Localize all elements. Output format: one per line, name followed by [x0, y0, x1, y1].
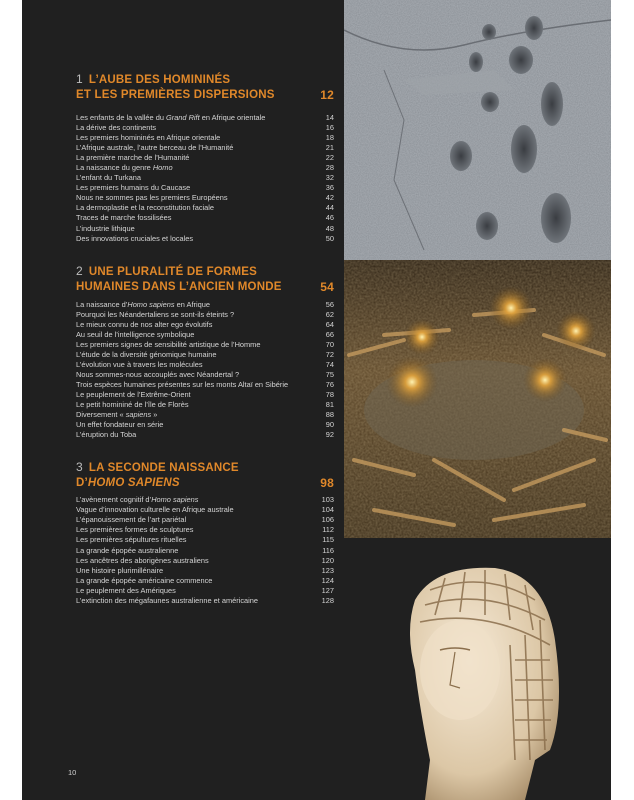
toc-entry-title	[76, 515, 186, 525]
section-title-line1: UNE PLURALITÉ DE FORMES	[88, 265, 258, 278]
toc-entry-page: 78	[325, 390, 334, 400]
toc-entry-title	[76, 203, 214, 213]
page-folio: 10	[68, 768, 77, 777]
toc-entry[interactable]	[76, 234, 334, 244]
toc-section-3	[76, 460, 334, 606]
section-heading[interactable]	[76, 264, 334, 295]
toc-entry-title-part: Le petit homininé de l’île de Florès	[76, 400, 189, 410]
toc-entry-page: 28	[325, 163, 334, 173]
toc-entry-title-part: en Afrique	[174, 299, 210, 309]
section-title-prefix: D’	[76, 477, 88, 490]
toc-entry-page: 66	[325, 329, 334, 339]
toc-entry-title	[76, 340, 260, 350]
toc-entry-page: 103	[321, 495, 334, 505]
toc-entry-title	[76, 300, 210, 310]
toc-entry-title	[76, 234, 193, 244]
toc-entry[interactable]	[76, 350, 334, 360]
toc-entry[interactable]	[76, 193, 334, 203]
toc-entry-title-part: Le mieux connu de nos alter ego évolutifs	[76, 319, 213, 329]
toc-entry-title-part: L’évolution vue à travers les molécules	[76, 359, 203, 369]
section-heading[interactable]	[76, 72, 334, 103]
toc-entry-page: 128	[321, 595, 334, 605]
toc-entry-title	[76, 556, 209, 566]
toc-entry[interactable]	[76, 370, 334, 380]
toc-entry[interactable]	[76, 400, 334, 410]
toc-entry[interactable]	[76, 586, 334, 596]
toc-entry-page: 104	[321, 505, 334, 515]
toc-entry-title-part: »	[151, 410, 158, 420]
toc-entry-page: 44	[325, 203, 334, 213]
toc-entry-title-part: Une histoire plurimillénaire	[76, 565, 164, 575]
toc-entry-title	[76, 193, 228, 203]
toc-entry[interactable]	[76, 390, 334, 400]
toc-entry-title-part: L’étude de la diversité génomique humaine	[76, 349, 217, 359]
toc-items	[76, 113, 334, 244]
toc-entry-title	[76, 596, 258, 606]
cave-photo	[344, 260, 611, 538]
toc-entry-title-part: L’extinction des mégafaunes australienne et américaine	[76, 595, 259, 605]
toc-entry-page: 64	[325, 319, 334, 329]
section-number: 3	[76, 460, 83, 475]
toc-entry-title	[76, 213, 171, 223]
toc-entry-title	[76, 360, 203, 370]
toc-entry[interactable]	[76, 535, 334, 545]
section-number: 1	[76, 72, 83, 86]
toc-entry-page: 123	[321, 565, 334, 575]
toc-entry-page: 81	[325, 400, 334, 410]
section-title-italic: HOMO SAPIENS	[87, 477, 180, 490]
toc-entry[interactable]	[76, 505, 334, 515]
toc-entry-title-part: Diversement «	[76, 410, 126, 420]
section-title-line2: ET LES PREMIÈRES DISPERSIONS	[76, 89, 275, 101]
toc-entry-title	[76, 123, 156, 133]
toc-entry-title	[76, 546, 178, 556]
toc-items	[76, 300, 334, 441]
toc-entry-title-part: sapiens	[125, 410, 152, 420]
toc-entry-page: 116	[322, 545, 334, 555]
toc-entry-page: 75	[325, 369, 334, 379]
toc-entry[interactable]	[76, 123, 334, 133]
toc-entry-title-part: Les premières formes de sculptures	[76, 525, 194, 535]
toc-entry-title-part: Le peuplement de l’Extrême-Orient	[76, 390, 191, 400]
toc-entry-page: 120	[321, 555, 334, 565]
toc-entry-page: 112	[322, 525, 334, 535]
toc-entry-title	[76, 586, 176, 596]
toc-entry-page: 46	[325, 213, 334, 223]
toc-entry-title-part: L’industrie lithique	[76, 223, 135, 233]
toc-entry-title-part: La grande épopée australienne	[76, 545, 179, 555]
toc-entry-title	[76, 410, 157, 420]
toc-entry-title-part: La naissance d’	[76, 299, 128, 309]
toc-entry-title-part: Au seuil de l’intelligence symbolique	[76, 329, 195, 339]
toc-entry[interactable]	[76, 556, 334, 566]
toc-entry-title-part: Les enfants de la vallée du	[76, 113, 166, 122]
section-title-line1: L’AUBE DES HOMININÉS	[88, 74, 231, 86]
toc-entry[interactable]	[76, 213, 334, 223]
section-page-number: 12	[320, 88, 334, 102]
toc-entry-title-part: L’enfant du Turkana	[76, 173, 141, 183]
toc-entry-title	[76, 576, 212, 586]
toc-entry-page: 90	[325, 420, 334, 430]
toc-entry-page: 124	[321, 575, 334, 585]
toc-entry-title-part: Homo sapiens	[127, 299, 175, 309]
toc-entry-title-part: Les premiers humains du Caucase	[76, 183, 191, 193]
toc-entry[interactable]	[76, 340, 334, 350]
toc-entry-title	[76, 310, 234, 320]
toc-entry[interactable]	[76, 183, 334, 193]
toc-entry[interactable]	[76, 566, 334, 576]
toc-entry-title-part: L’Afrique australe, l’autre berceau de l’Humanité	[76, 143, 234, 153]
toc-entry[interactable]	[76, 596, 334, 606]
toc-entry[interactable]	[76, 420, 334, 430]
toc-entry-title	[76, 535, 187, 545]
toc-entry-title-part: L’épanouissement de l’art pariétal	[76, 515, 187, 525]
toc-entry-page: 18	[325, 133, 334, 143]
table-of-contents	[76, 72, 334, 606]
toc-items	[76, 495, 334, 606]
section-page-number: 54	[320, 279, 334, 294]
toc-entry-page: 92	[325, 430, 334, 440]
toc-entry-title-part: La première marche de l’Humanité	[76, 153, 190, 163]
toc-entry-page: 72	[325, 349, 334, 359]
toc-entry-page: 56	[325, 299, 334, 309]
toc-entry-title	[76, 400, 189, 410]
toc-entry-page: 115	[322, 535, 334, 545]
toc-entry[interactable]	[76, 143, 334, 153]
toc-entry[interactable]	[76, 173, 334, 183]
toc-entry[interactable]	[76, 300, 334, 310]
toc-entry-title-part: Pourquoi les Néandertaliens se sont-ils éteints ?	[76, 309, 235, 319]
toc-entry[interactable]	[76, 113, 334, 123]
toc-entry-page: 42	[325, 193, 334, 203]
toc-entry-title	[76, 153, 189, 163]
toc-entry-page: 106	[321, 515, 334, 525]
toc-entry[interactable]	[76, 153, 334, 163]
toc-entry-title	[76, 380, 301, 390]
toc-entry-title	[76, 566, 163, 576]
toc-entry-page: 76	[325, 379, 334, 389]
toc-entry-page: 48	[325, 223, 334, 233]
toc-entry-title	[76, 505, 234, 515]
toc-entry[interactable]	[76, 576, 334, 586]
toc-entry-title-part: L’éruption du Toba	[76, 430, 137, 440]
toc-entry-title	[76, 420, 163, 430]
toc-entry-page: 32	[325, 173, 334, 183]
toc-entry-title-part: La naissance du genre	[76, 163, 153, 173]
toc-entry[interactable]	[76, 163, 334, 173]
toc-entry-title-part: La dérive des continents	[76, 123, 157, 133]
section-title-line1: LA SECONDE NAISSANCE	[88, 462, 239, 475]
toc-entry-page: 74	[325, 359, 334, 369]
toc-entry-page: 50	[325, 233, 334, 243]
toc-entry-page: 21	[325, 143, 334, 153]
toc-section-2	[76, 264, 334, 441]
toc-entry-title-part: Trois espèces humaines présentes sur les monts Altaï en Sibérie	[76, 379, 289, 389]
toc-entry-title	[76, 133, 220, 143]
toc-entry-title-part: La dermoplastie et la reconstitution faciale	[76, 203, 215, 213]
toc-entry-title	[76, 525, 193, 535]
toc-entry[interactable]	[76, 310, 334, 320]
toc-entry[interactable]	[76, 203, 334, 213]
toc-entry-page: 16	[325, 123, 334, 133]
toc-entry[interactable]	[76, 360, 334, 370]
toc-entry-page: 22	[325, 153, 334, 163]
toc-entry-title	[76, 113, 265, 123]
toc-entry-title-part: La grande épopée américaine commence	[76, 575, 213, 585]
toc-entry-title-part: Le peuplement des Amériques	[76, 585, 176, 595]
toc-entry-title-part: Un effet fondateur en série	[76, 420, 164, 430]
toc-entry-title-part: Homo sapiens	[151, 495, 199, 505]
footprints-photo	[344, 0, 611, 260]
toc-entry[interactable]	[76, 410, 334, 420]
section-page-number: 98	[320, 476, 334, 491]
section-heading[interactable]	[76, 460, 334, 491]
toc-section-1	[76, 72, 334, 244]
section-title-line2	[76, 476, 180, 491]
section-title-line2: HUMAINES DANS L’ANCIEN MONDE	[76, 280, 282, 293]
toc-entry-page: 88	[325, 410, 334, 420]
toc-entry[interactable]	[76, 430, 334, 440]
toc-entry[interactable]	[76, 525, 334, 535]
toc-entry-title-part: Les premiers signes de sensibilité artistique de l’Homme	[76, 339, 261, 349]
toc-entry[interactable]	[76, 546, 334, 556]
toc-entry-page: 70	[325, 339, 334, 349]
toc-entry-title-part: Des innovations cruciales et locales	[76, 233, 194, 243]
toc-entry[interactable]	[76, 224, 334, 234]
toc-entry-page: 127	[321, 585, 334, 595]
toc-entry-title-part: Les premières sépultures rituelles	[76, 535, 187, 545]
toc-entry-page: 62	[325, 309, 334, 319]
toc-entry-title	[76, 163, 173, 173]
toc-entry-title-part: Vague d’innovation culturelle en Afrique australe	[76, 505, 234, 515]
toc-entry-title-part: Nous ne sommes pas les premiers Européens	[76, 193, 228, 203]
toc-entry-title	[76, 390, 191, 400]
toc-entry-title	[76, 330, 194, 340]
toc-entry-title	[76, 224, 135, 234]
section-number: 2	[76, 263, 83, 278]
toc-entry-title	[76, 495, 198, 505]
toc-entry-title-part: Nous sommes-nous accouplés avec Néandertal ?	[76, 369, 240, 379]
toc-entry[interactable]	[76, 515, 334, 525]
toc-entry-title-part: Traces de marche fossilisées	[76, 213, 172, 223]
toc-entry-title	[76, 143, 233, 153]
toc-entry[interactable]	[76, 380, 334, 390]
toc-entry-title	[76, 430, 136, 440]
toc-entry-title-part: Grand Rift	[165, 113, 200, 122]
toc-entry-title-part: L’avènement cognitif d’	[76, 495, 152, 505]
toc-entry-title	[76, 320, 212, 330]
toc-entry-page: 14	[325, 113, 334, 122]
toc-entry-title	[76, 173, 141, 183]
toc-entry-title	[76, 350, 217, 360]
toc-entry[interactable]	[76, 495, 334, 505]
toc-entry[interactable]	[76, 133, 334, 143]
toc-entry-page: 36	[325, 183, 334, 193]
toc-entry-title-part: Homo	[152, 163, 173, 173]
toc-entry-title-part: Les premiers homininés en Afrique orientale	[76, 133, 221, 143]
toc-entry-title-part: en Afrique orientale	[199, 113, 266, 122]
ivory-figurine-photo	[375, 560, 580, 800]
toc-entry[interactable]	[76, 330, 334, 340]
toc-entry-title	[76, 370, 239, 380]
toc-entry-title	[76, 183, 190, 193]
toc-entry[interactable]	[76, 320, 334, 330]
toc-entry-title-part: Les ancêtres des aborigènes australiens	[76, 555, 209, 565]
